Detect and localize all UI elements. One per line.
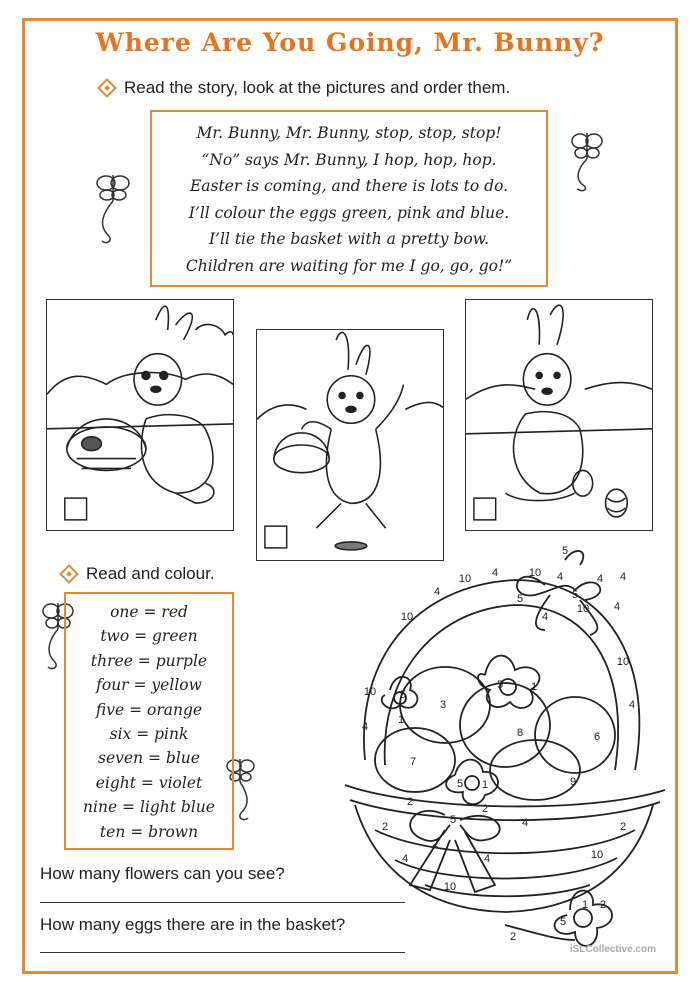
colour-key-item: six = pink [109, 725, 189, 744]
basket-number: 10 [590, 849, 604, 861]
basket-number: 4 [596, 573, 604, 585]
basket-number: 10 [576, 603, 590, 615]
colour-key-item: three = purple [90, 651, 208, 670]
basket-number: 2 [481, 803, 489, 815]
basket-number: 2 [431, 838, 439, 850]
basket-number: 10 [443, 881, 457, 893]
basket-number: 6 [593, 731, 601, 743]
basket-number: 5 [571, 589, 579, 601]
page-title: Where Are You Going, Mr. Bunny? [95, 28, 605, 57]
diamond-bullet-icon [59, 564, 79, 584]
basket-number: 2 [599, 899, 607, 911]
colour-key-item: one = red [110, 603, 188, 621]
colour-key-item: five = orange [95, 700, 203, 719]
butterfly-icon [88, 165, 138, 250]
bunny-painting-eggs-illustration [466, 300, 652, 530]
basket-number: 4 [556, 571, 564, 583]
basket-number: 5 [456, 778, 464, 790]
colour-key-item: four = yellow [96, 676, 202, 695]
watermark: iSLCollective.com [569, 944, 656, 955]
basket-number: 8 [516, 727, 524, 739]
story-picture-1 [46, 299, 234, 531]
instruction-colour [62, 564, 215, 584]
colour-key-item: eight = violet [95, 773, 203, 792]
basket-number: 4 [521, 817, 529, 829]
basket-number: 9 [569, 776, 577, 788]
basket-number: 2 [619, 821, 627, 833]
basket-number: 1 [581, 899, 589, 911]
question-eggs: How many eggs there are in the basket? [40, 915, 346, 934]
poem-line: Mr. Bunny, Mr. Bunny, stop, stop, stop! [196, 124, 502, 142]
basket-number: 5 [496, 679, 504, 691]
order-checkbox [474, 498, 496, 520]
colour-key-item: nine = light blue [83, 798, 215, 817]
instruction-story-text: Read the story, look at the pictures and order them. [124, 78, 511, 97]
basket-number: 4 [619, 571, 627, 583]
basket-number: 2 [406, 796, 414, 808]
basket-number: 2 [509, 931, 517, 943]
poem-line: I’ll colour the eggs green, pink and blue. [188, 203, 510, 222]
basket-number: 3 [439, 699, 447, 711]
poem-line: “No” says Mr. Bunny, I hop, hop, hop. [201, 150, 497, 169]
basket-number: 5 [561, 545, 569, 557]
basket-number: 4 [361, 721, 369, 733]
basket-number: 2 [381, 821, 389, 833]
order-checkbox [65, 498, 87, 520]
basket-number: 5 [559, 916, 567, 928]
easter-basket-colouring-picture [335, 540, 675, 965]
basket-number: 4 [491, 567, 499, 579]
story-picture-2 [256, 329, 444, 561]
basket-number: 4 [401, 853, 409, 865]
basket-number: 1 [481, 779, 489, 791]
butterfly-icon [565, 125, 610, 195]
instruction-colour-text: Read and colour. [86, 564, 215, 583]
basket-number: 4 [613, 601, 621, 613]
instruction-story [100, 78, 510, 98]
question-flowers: How many flowers can you see? [40, 864, 285, 883]
colour-key-item: ten = brown [99, 822, 199, 841]
basket-number: 5 [516, 593, 524, 605]
basket-number: 10 [400, 611, 414, 623]
basket-number: 4 [628, 699, 636, 711]
basket-number: 5 [399, 689, 407, 701]
story-picture-3 [465, 299, 653, 531]
colour-key-item: seven = blue [98, 749, 200, 768]
basket-number: 10 [363, 686, 377, 698]
poem-line: Children are waiting for me I go, go, go!” [185, 256, 513, 275]
basket-number: 1 [530, 681, 538, 693]
poem-line: Easter is coming, and there is lots to do. [189, 177, 509, 195]
basket-number: 4 [541, 611, 549, 623]
bunny-with-basket-illustration [47, 300, 233, 530]
colour-key-box [64, 592, 234, 850]
basket-number: 10 [458, 573, 472, 585]
basket-number: 10 [616, 656, 630, 668]
basket-number: 10 [528, 567, 542, 579]
poem-line: I’ll tie the basket with a pretty bow. [208, 230, 490, 248]
bunny-hopping-illustration [257, 330, 443, 560]
basket-number: 5 [449, 814, 457, 826]
colour-key-item: two = green [100, 627, 198, 646]
basket-number: 4 [483, 853, 491, 865]
order-checkbox [265, 526, 287, 548]
poem-box [150, 110, 548, 287]
basket-number: 4 [433, 586, 441, 598]
basket-number: 7 [409, 756, 417, 768]
basket-number: 1 [397, 714, 405, 726]
diamond-bullet-icon [97, 78, 117, 98]
